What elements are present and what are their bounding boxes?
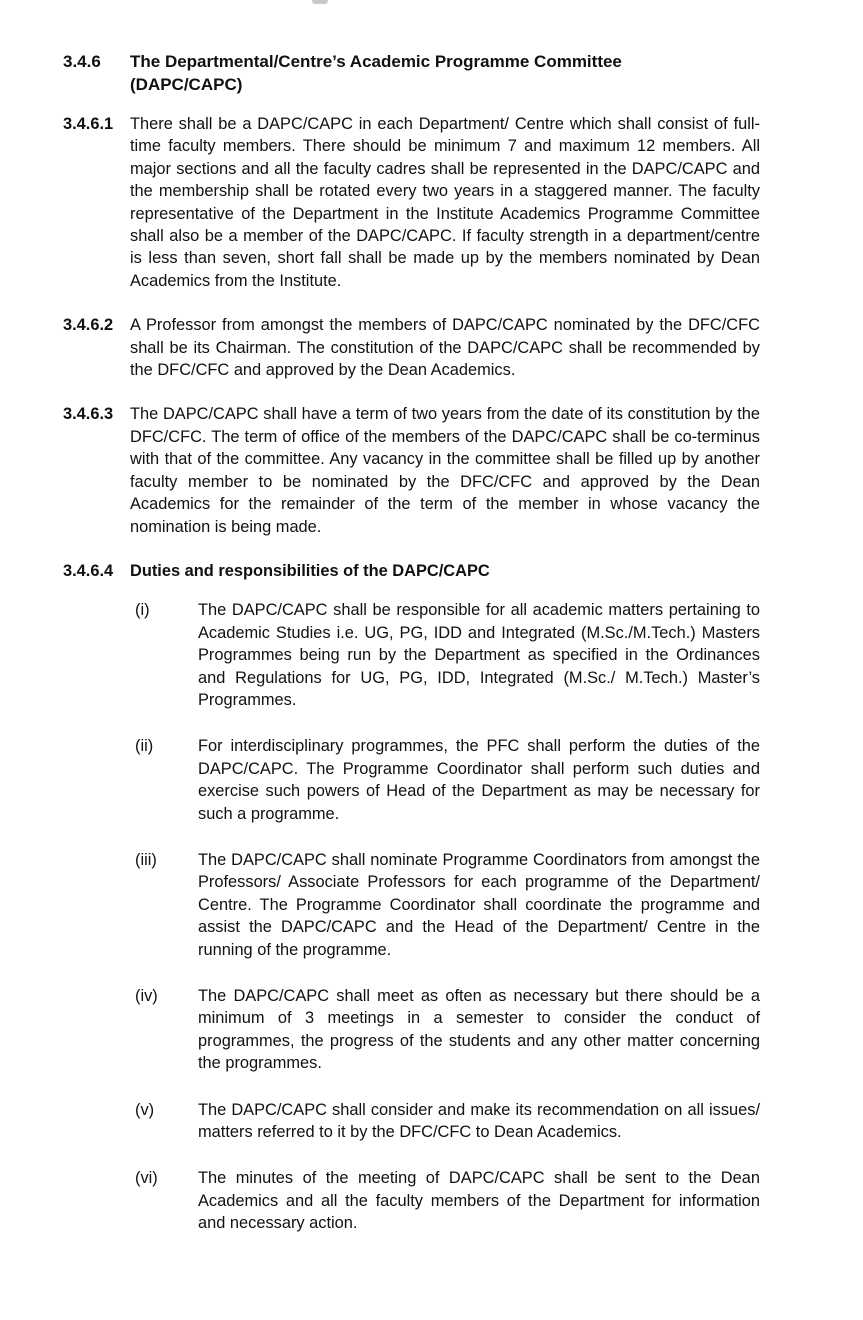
duties-item-list [135,599,760,1234]
item-text: The DAPC/CAPC shall consider and make its recommendation on all issues/ matters referred to it by the DFC/CFC to Dean Academics. [198,1100,760,1142]
item-label: (i) [135,601,150,620]
clause-3-4-6-3 [63,403,760,537]
item-text: For interdisciplinary programmes, the PFC shall perform the duties of the DAPC/CAPC. The Programme Coordinator shall perform such duties and exercise such powers of Head of the Department as may be necessary for such a programme. [198,737,760,823]
item-text: The DAPC/CAPC shall nominate Programme Coordinators from amongst the Professors/ Associate Professors for each programme of the Department/ Centre. The Programme Coordinator shall coordinate the programme and assist the DAPC/CAPC and the Head of the Department/ Centre in the running of the programme. [198,850,760,959]
section-heading-3-4-6 [63,50,760,96]
list-item-v [135,1099,760,1144]
clause-number: 3.4.6.3 [63,405,114,424]
section-title: Duties and responsibilities of the DAPC/CAPC [130,561,490,580]
clause-text: There shall be a DAPC/CAPC in each Department/ Centre which shall consist of full-time faculty members. There should be minimum 7 and maximum 12 members. All major sections and all the faculty cadres shall be represented in the DAPC/CAPC and the membership shall be rotated every two years in a staggered manner. The faculty representative of the Department in the Institute Academics Programme Committee shall also be a member of the DAPC/CAPC. If faculty strength in a department/centre is less than seven, short fall shall be made up by the members nominated by Dean Academics from the Institute. [130,115,760,290]
section-number: 3.4.6 [63,52,101,71]
clause-text: A Professor from amongst the members of DAPC/CAPC nominated by the DFC/CFC shall be its Chairman. The constitution of the DAPC/CAPC shall be recommended by the DFC/CFC and approved by the Dean Academics. [130,316,760,380]
item-label: (vi) [135,1169,158,1188]
item-label: (iii) [135,850,157,869]
section-title: The Departmental/Centre’s Academic Programme Committee (DAPC/CAPC) [130,52,622,94]
item-text: The DAPC/CAPC shall meet as often as necessary but there should be a minimum of 3 meetings in a semester to consider the conduct of programmes, the progress of the students and any other matter concerning the programmes. [198,987,760,1073]
section-number: 3.4.6.4 [63,561,114,580]
clause-text: The DAPC/CAPC shall have a term of two years from the date of its constitution by the DFC/CFC. The term of office of the members of the DAPC/CAPC shall be co-terminus with that of the committee. Any vacancy in the committee shall be filled up by another faculty member to be nominated by the DFC/CFC and approved by the Dean Academics for the remainder of the term of the member in whose vacancy the nomination is being made. [130,405,760,536]
item-label: (ii) [135,737,154,756]
item-label: (iv) [135,987,158,1005]
list-item-ii [135,735,760,825]
list-item-iv [135,985,760,1075]
scan-artifact-mark [312,0,328,4]
list-item-i [135,599,760,711]
clause-number: 3.4.6.2 [63,316,114,335]
list-item-iii [135,849,760,961]
clause-number: 3.4.6.1 [63,115,114,133]
item-text: The DAPC/CAPC shall be responsible for all academic matters pertaining to Academic Studies i.e. UG, PG, IDD and Integrated (M.Sc./M.Tech.) Masters Programmes being run by the Department as specified in the Ordinances and Regulations for UG, PG, IDD, Integrated (M.Sc./ M.Tech.) Master’s Programmes. [198,601,760,709]
item-label: (v) [135,1100,155,1119]
clause-3-4-6-1 [63,113,760,292]
section-heading-3-4-6-4 [63,560,760,582]
item-text: The minutes of the meeting of DAPC/CAPC shall be sent to the Dean Academics and all the faculty members of the Department for information and necessary action. [198,1169,760,1233]
list-item-vi [135,1167,760,1234]
clause-3-4-6-2 [63,314,760,381]
